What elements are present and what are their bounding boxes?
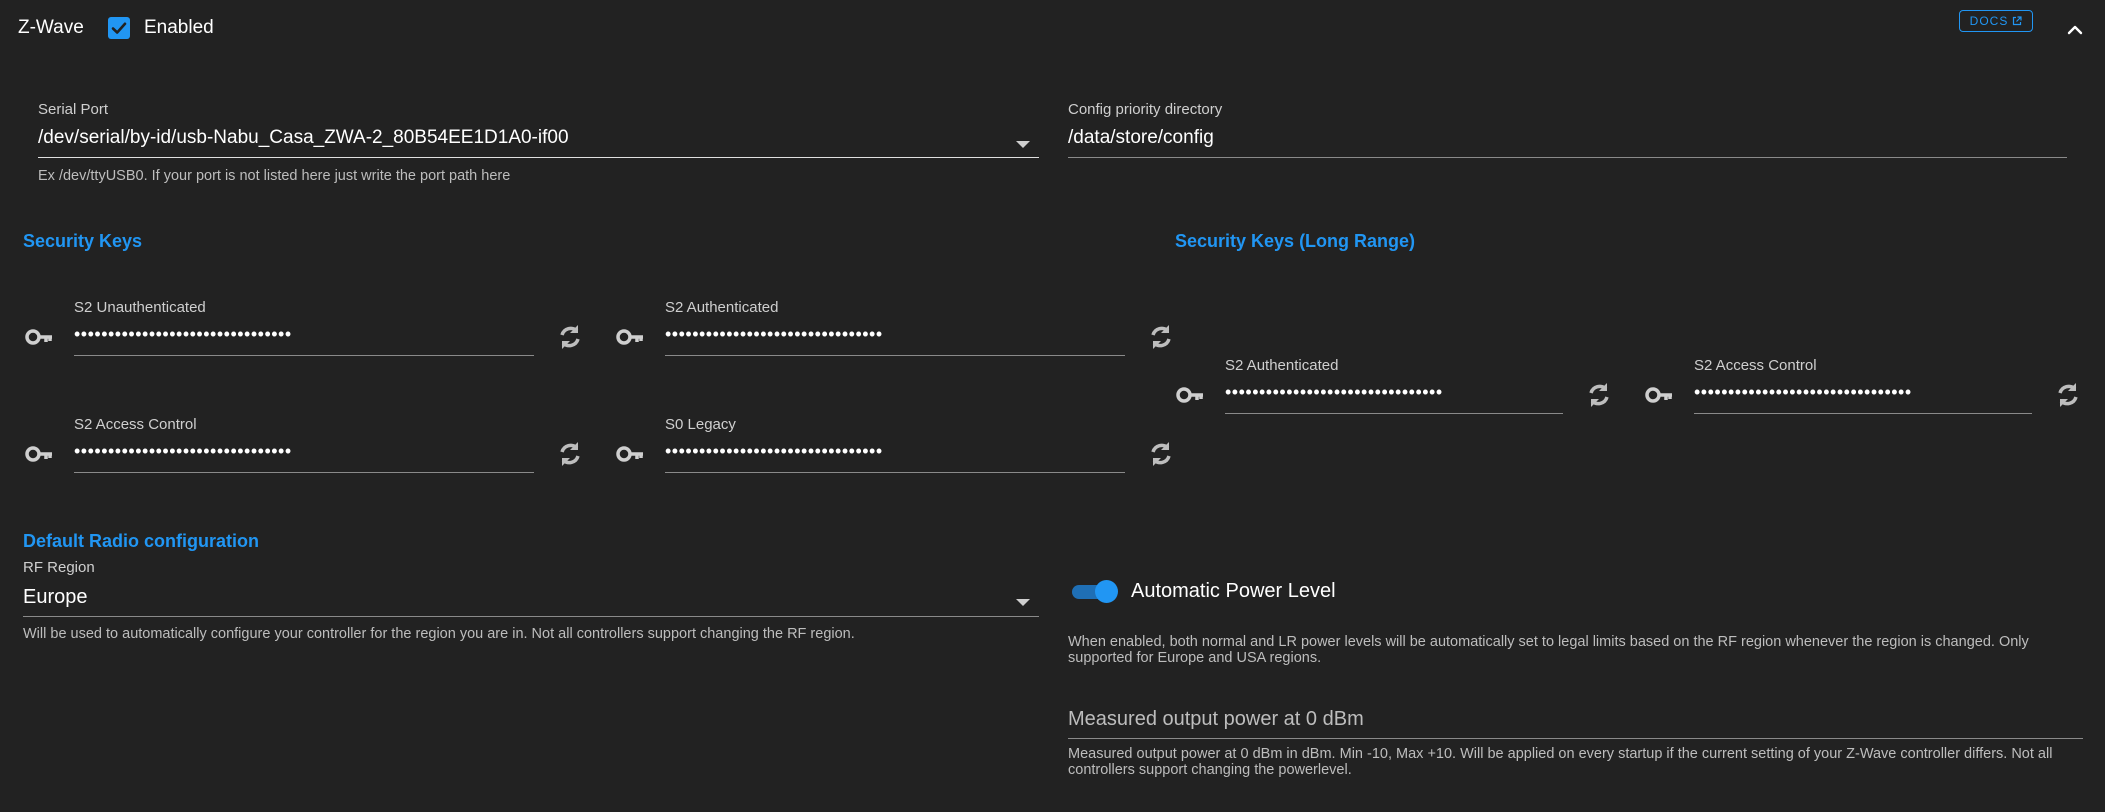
s0-legacy-label: S0 Legacy [665,416,736,433]
measured-power-input[interactable]: Measured output power at 0 dBm [1068,708,1364,730]
key-icon [1644,380,1674,410]
chevron-up-icon [2063,18,2087,42]
config-dir-input[interactable]: /data/store/config [1068,127,1214,148]
key-icon [1175,380,1205,410]
regenerate-icon[interactable] [1146,322,1176,352]
measured-power-hint: Measured output power at 0 dBm in dBm. Min -10, Max +10. Will be applied on every startup if the current setting of your Z-Wave controller differs. Not all controllers support changing the powerlevel. [1068,746,2053,778]
s2-auth-underline [665,355,1125,356]
lr-s2-access-label: S2 Access Control [1694,357,1817,374]
serial-port-label: Serial Port [38,101,109,118]
lr-s2-access-input[interactable]: •••••••••••••••••••••••••••••••• [1694,382,1912,402]
serial-port-select[interactable]: /dev/serial/by-id/usb-Nabu_Casa_ZWA-2_80B54EE1D1A0-if00 [38,127,569,148]
rf-region-label: RF Region [23,559,95,576]
security-keys-title: Security Keys [23,231,143,251]
s2-access-input[interactable]: •••••••••••••••••••••••••••••••• [74,441,292,461]
enabled-checkbox[interactable] [108,17,130,39]
key-icon [24,322,54,352]
auto-power-label: Automatic Power Level [1131,580,1336,602]
rf-region-underline [23,616,1039,617]
s2-unauth-underline [74,355,534,356]
lr-s2-auth-label: S2 Authenticated [1225,357,1339,374]
dropdown-arrow-icon[interactable] [1016,594,1030,612]
docs-label: DOCS [1969,14,2009,28]
s2-auth-label: S2 Authenticated [665,299,779,316]
serial-port-hint: Ex /dev/ttyUSB0. If your port is not listed here just write the port path here [38,168,511,184]
s2-unauth-input[interactable]: •••••••••••••••••••••••••••••••• [74,324,292,344]
auto-power-toggle[interactable] [1070,580,1118,602]
section-title: Z-Wave [18,17,84,38]
key-icon [24,439,54,469]
measured-power-underline [1068,738,2083,739]
s2-access-underline [74,472,534,473]
security-keys-lr-title: Security Keys (Long Range) [1175,231,1416,251]
lr-s2-access-underline [1694,413,2032,414]
regenerate-icon[interactable] [1584,380,1614,410]
external-link-icon [2012,16,2022,26]
enabled-label: Enabled [144,17,214,38]
s0-legacy-input[interactable]: •••••••••••••••••••••••••••••••• [665,441,883,461]
key-icon [615,322,645,352]
serial-port-underline [38,157,1039,158]
regenerate-icon[interactable] [1146,439,1176,469]
s2-access-label: S2 Access Control [74,416,197,433]
rf-region-hint: Will be used to automatically configure your controller for the region you are in. Not all controllers support changing the RF region. [23,626,855,642]
collapse-button[interactable] [2063,18,2087,42]
auto-power-hint: When enabled, both normal and LR power levels will be automatically set to legal limits based on the RF region whenever the region is changed. Only supported for Europe and USA regions. [1068,634,2029,666]
lr-s2-auth-underline [1225,413,1563,414]
docs-button[interactable] [1959,10,2033,32]
dropdown-arrow-icon[interactable] [1016,136,1030,154]
config-dir-label: Config priority directory [1068,101,1223,118]
s2-unauth-label: S2 Unauthenticated [74,299,206,316]
config-dir-underline [1068,157,2067,158]
key-icon [615,439,645,469]
lr-s2-auth-input[interactable]: •••••••••••••••••••••••••••••••• [1225,382,1443,402]
regenerate-icon[interactable] [555,322,585,352]
regenerate-icon[interactable] [555,439,585,469]
rf-region-select[interactable]: Europe [23,586,88,608]
check-icon [108,17,130,39]
radio-config-title: Default Radio configuration [23,531,259,551]
s2-auth-input[interactable]: •••••••••••••••••••••••••••••••• [665,324,883,344]
regenerate-icon[interactable] [2053,380,2083,410]
s0-legacy-underline [665,472,1125,473]
